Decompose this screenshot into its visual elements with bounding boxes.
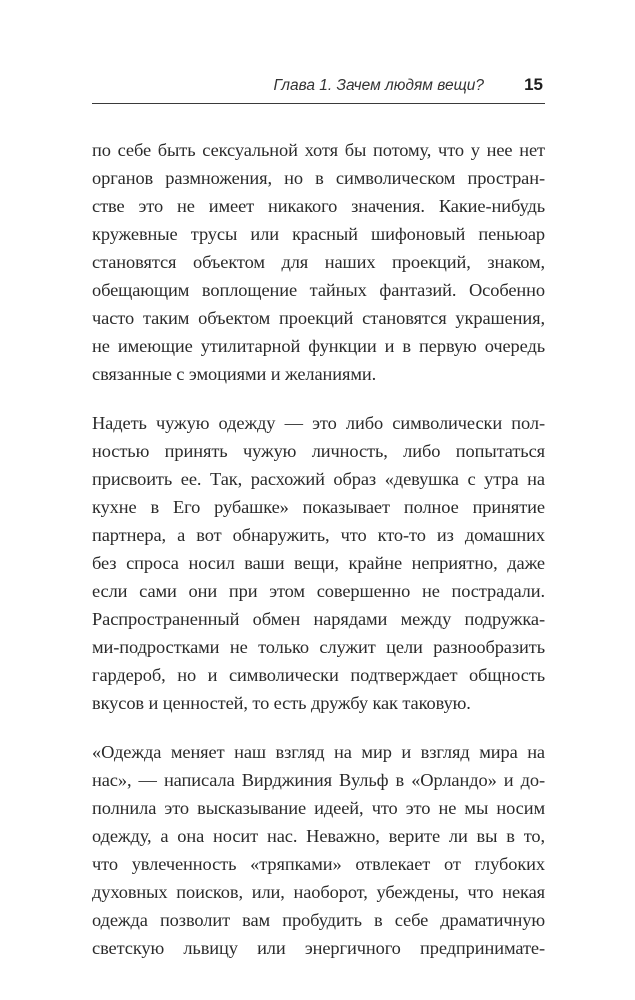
text-line: одежда позволит вам пробудить в себе драматичную bbox=[92, 910, 545, 930]
page-number: 15 bbox=[524, 75, 543, 94]
text-line: кружевные трусы или красный шифоновый пеньюар bbox=[92, 224, 545, 244]
text-line: без спроса носил ваши вещи, крайне неприятно, даже bbox=[92, 553, 545, 573]
paragraph-2 bbox=[92, 409, 545, 717]
text-line: стве это не имеет никакого значения. Какие-нибудь bbox=[92, 196, 545, 216]
text-line: ностью принять чужую личность, либо попытаться bbox=[92, 441, 545, 461]
text-line: одежду, а она носит нас. Неважно, верите ли вы в то, bbox=[92, 826, 545, 846]
text-line: партнера, а вот обнаружить, что кто-то из домашних bbox=[92, 525, 545, 545]
body-text bbox=[92, 136, 545, 983]
text-line: гардероб, но и символически подтверждает общность bbox=[92, 665, 545, 685]
text-line: по себе быть сексуальной хотя бы потому, что у нее нет bbox=[92, 140, 545, 160]
text-line: кухне в Его рубашке» показывает полное принятие bbox=[92, 497, 545, 517]
text-line: Распространенный обмен нарядами между подружка- bbox=[92, 609, 545, 629]
text-line: что увлеченность «тряпками» отвлекает от глубоких bbox=[92, 854, 545, 874]
paragraph-1 bbox=[92, 136, 545, 388]
text-line: не имеющие утилитарной функции и в первую очередь bbox=[92, 336, 545, 356]
text-line: часто таким объектом проекций становятся украшения, bbox=[92, 308, 545, 328]
text-line: присвоить ее. Так, расхожий образ «девушка с утра на bbox=[92, 469, 545, 489]
chapter-title: Глава 1. Зачем людям вещи? bbox=[273, 77, 484, 94]
text-line: духовных поисков, или, наоборот, убеждены, что некая bbox=[92, 882, 545, 902]
running-header bbox=[92, 73, 545, 104]
text-line: ми-подростками не только служит цели разнообразить bbox=[92, 637, 545, 657]
text-line: органов размножения, но в символическом простран- bbox=[92, 168, 545, 188]
paragraph-3 bbox=[92, 738, 545, 962]
text-line: вкусов и ценностей, то есть дружбу как таковую. bbox=[92, 693, 471, 713]
text-line: если сами они при этом совершенно не пострадали. bbox=[92, 581, 545, 601]
text-line: Надеть чужую одежду — это либо символически пол- bbox=[92, 413, 545, 433]
text-line: становятся объектом для наших проекций, знаком, bbox=[92, 252, 545, 272]
text-line: «Одежда меняет наш взгляд на мир и взгляд мира на bbox=[92, 742, 545, 762]
text-line: полнила это высказывание идеей, что это не мы носим bbox=[92, 798, 545, 818]
text-line: обещающим воплощение тайных фантазий. Особенно bbox=[92, 280, 545, 300]
text-line: связанные с эмоциями и желаниями. bbox=[92, 364, 377, 384]
text-line: светскую львицу или энергичного предпринимате- bbox=[92, 938, 545, 958]
text-line: нас», — написала Вирджиния Вульф в «Орландо» и до- bbox=[92, 770, 545, 790]
